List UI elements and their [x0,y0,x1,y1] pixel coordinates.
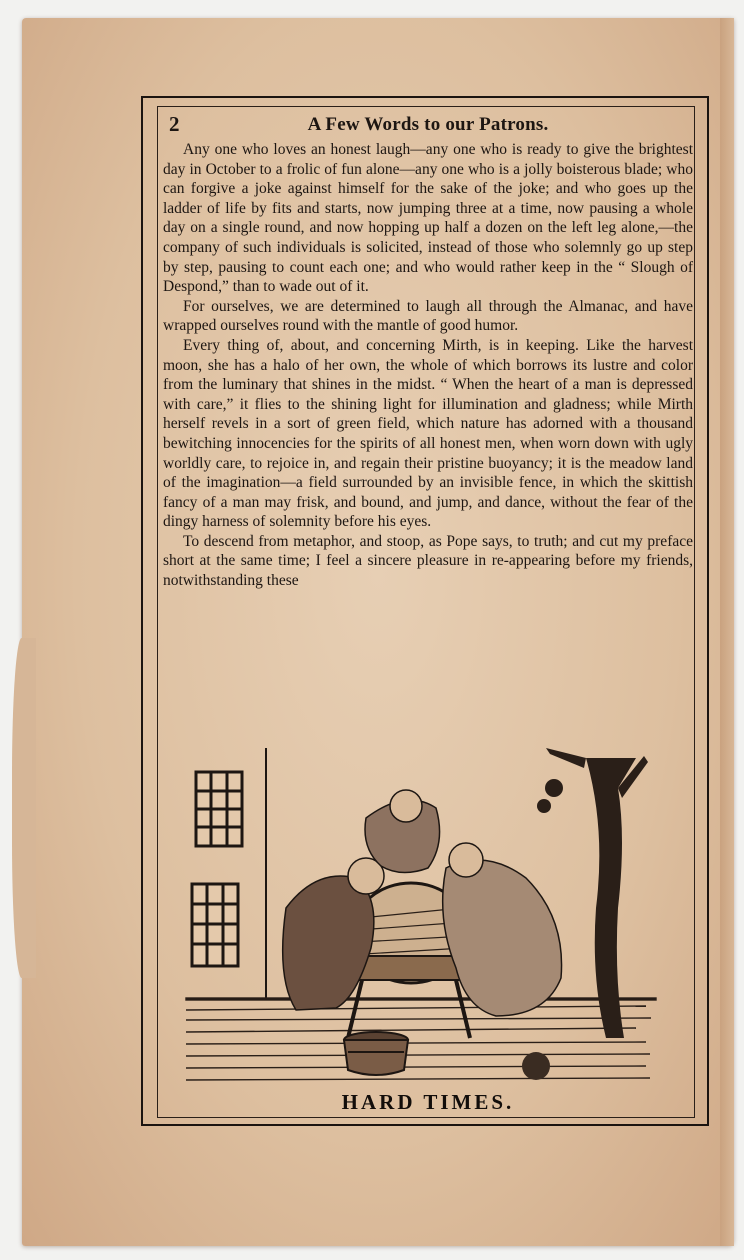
window-lower [192,884,238,966]
bucket [344,1032,408,1075]
paragraph-1: Any one who loves an honest laugh—any one who is ready to give the brightest day in October to a frolic of fun alone—any one who is a jolly boisterous blade; who can forgive a joke against himself for the sake of the joke; and who goes up the ladder of life by fits and starts, now jumping three at a time, now pausing a whole day on a single round, and now hopping up half a dozen on the left leg alone,—the company of such individuals is solicited, instead of those who solemnly go up step by step, pausing to count each one; and who would rather keep in the “ Slough of Despond,” than to wade out of it. [163,141,693,296]
paragraph-4: To descend from metaphor, and stoop, as Pope says, to truth; and cut my preface short at the same time; I feel a sincere pleasure in re-appearing before my friends, notwithstanding these [163,532,693,590]
paragraph-2: For ourselves, we are determined to laugh all through the Almanac, and have wrapped ourselves round with the mantle of good humor. [163,297,693,335]
ground [186,998,656,1080]
article [163,112,693,591]
page-spine [720,18,734,1246]
torn-edge [12,638,36,978]
bare-tree [537,748,648,1038]
window-upper [196,772,242,846]
illustration-caption: HARD TIMES. [341,1090,515,1114]
page-number: 2 [169,112,180,136]
article-title: A Few Words to our Patrons. [307,114,549,135]
woodcut-illustration [166,748,690,1088]
paragraph-3: Every thing of, about, and concerning Mirth, is in keeping. Like the harvest moon, she has a halo of her own, the whole of which borrows its lustre and color from the luminary that shines in the midst. “ When the heart of a man is depressed with care,” it flies to the shining light for illumination and gladness; while Mirth herself revels in a sort of green field, which nature has adorned with a thousand bewitching innocencies for the spirits of all honest men, when worn down with ugly worldly care, to rejoice in, and regain their pristine buoyancy; it is the meadow land of the imagination—a field surrounded by an invisible fence, in which the skittish fancy of a man may frisk, and bound, and jump, and dance, without the fear of the dingy harness of solemnity before his eyes. [163,336,693,531]
page-header [163,112,693,138]
shrub [522,1052,550,1080]
